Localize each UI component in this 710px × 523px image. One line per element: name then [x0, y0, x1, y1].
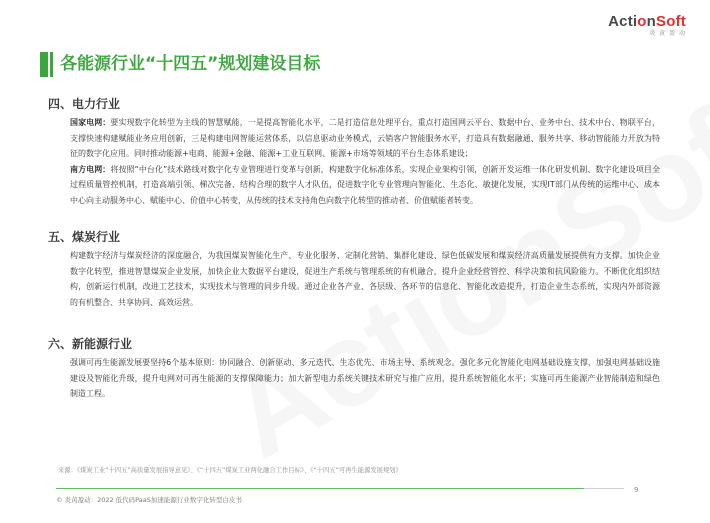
paragraph-new-energy — [70, 355, 660, 402]
paragraph-text: 强调可再生能源发展要坚持6个基本原则：协同融合、创新驱动、多元迭代、生态优先、市场主导、系统观念。强化多元化智能化电网基础设施支撑，加强电网基础设施建设及智能化升级，提升电网对可再生能源的支撑保障能力；加大新型电力系统关键技术研究与推广应用，提升系统智能化水平；实施可再生能源产业智能制造和绿色制造工程。 — [70, 358, 660, 399]
paragraph-label: 南方电网： — [70, 164, 111, 174]
footer-divider-gray — [584, 488, 624, 489]
section-heading-power — [48, 96, 120, 112]
paragraph-text: 要实现数字化转型为主线的智慧赋能，一是提高智能化水平，二是打造信息处理平台，重点打造国网云平台、数据中台、业务中台、技术中台、物联平台，支撑快速构建赋能业务应用创新，三是构建电网智能运营体系，以信息驱动业务模式，云销客户智能服务水平，打造具有数据融通、服务共享、移动智能能力开放为特征的数字化应用。同时推动能源+电商、能源+金融、能源+工业互联网、能源+市场等领域的平台生态体系建设； — [70, 118, 660, 159]
company-logo — [608, 14, 686, 38]
section-body-coal — [70, 248, 660, 310]
footer-copyright: © 炎黄盈动：2022 低代码PaaS加速能源行业数字化转型白皮书 — [56, 496, 242, 504]
logo-wordmark: ActionSoft — [608, 13, 686, 30]
paragraph-text: 构建数字经济与煤炭经济的深度融合，为我国煤炭智能化生产、专业化服务、定制化营销、集群化建设、绿色低碳发展和煤炭经济高质量发展提供有力支撑。加快企业数字化转型，推进智慧煤炭企业发展，加快企业大数据平台建设，促进生产系统与管理系统的有机融合，提升企业经营管控、科学决策和抗风险能力。不断优化组织结构，创新运行机制，改进工艺技术，实现技术与管理的同步升级。通过企业各产业、各层级、各环节的信息化、智能化改造提升，打造企业生态系统，实现内外部资源的有机整合、共享协同、高效运营。 — [70, 251, 660, 307]
section-heading: 六、新能源行业 — [48, 337, 133, 351]
paragraph-label: 国家电网： — [70, 118, 111, 127]
section-body-new-energy — [70, 355, 660, 402]
logo-subtitle: 炎 黄 盈 动 — [649, 30, 686, 37]
paragraph-text: 将按照“中台化”技术路线对数字化专业管理进行变革与创新，构建数字化标准体系，实现企业架构引领，创新开发运维一体化研发机制、数字化建设项目全过程质量管控机制，打造高端引领、梯次完备、结构合理的数字人才队伍，促进数字化专业管理向智能化、生态化、敏捷化发展，实现IT部门从传统的运维中心、成本中心向主动服务中心、赋能中心、价值中心转变，从传统的技术支持角色向数字化转型的推动者、价值赋能者转变。 — [70, 164, 660, 205]
section-heading-coal — [48, 229, 120, 245]
source-note: 来源：《煤炭工业“十四五”高质量发展指导意见》、《“十四五”煤炭工业两化融合工作目标》、《“十四五”可再生能源发展规划》 — [58, 467, 402, 474]
footer-divider — [56, 488, 584, 489]
section-heading-new-energy — [48, 336, 132, 352]
section-heading: 四、电力行业 — [48, 97, 121, 111]
paragraph-coal — [70, 248, 660, 310]
page-number: 9 — [634, 486, 639, 494]
section-body-power — [70, 115, 660, 209]
paragraph-state-grid — [70, 115, 660, 162]
section-heading: 五、煤炭行业 — [48, 230, 121, 244]
paragraph-southern-grid — [70, 162, 660, 209]
page-title: 各能源行业“十四五”规划建设目标 — [60, 54, 321, 74]
title-accent-bar — [40, 52, 48, 77]
title-accent-bar-thin — [50, 52, 53, 77]
